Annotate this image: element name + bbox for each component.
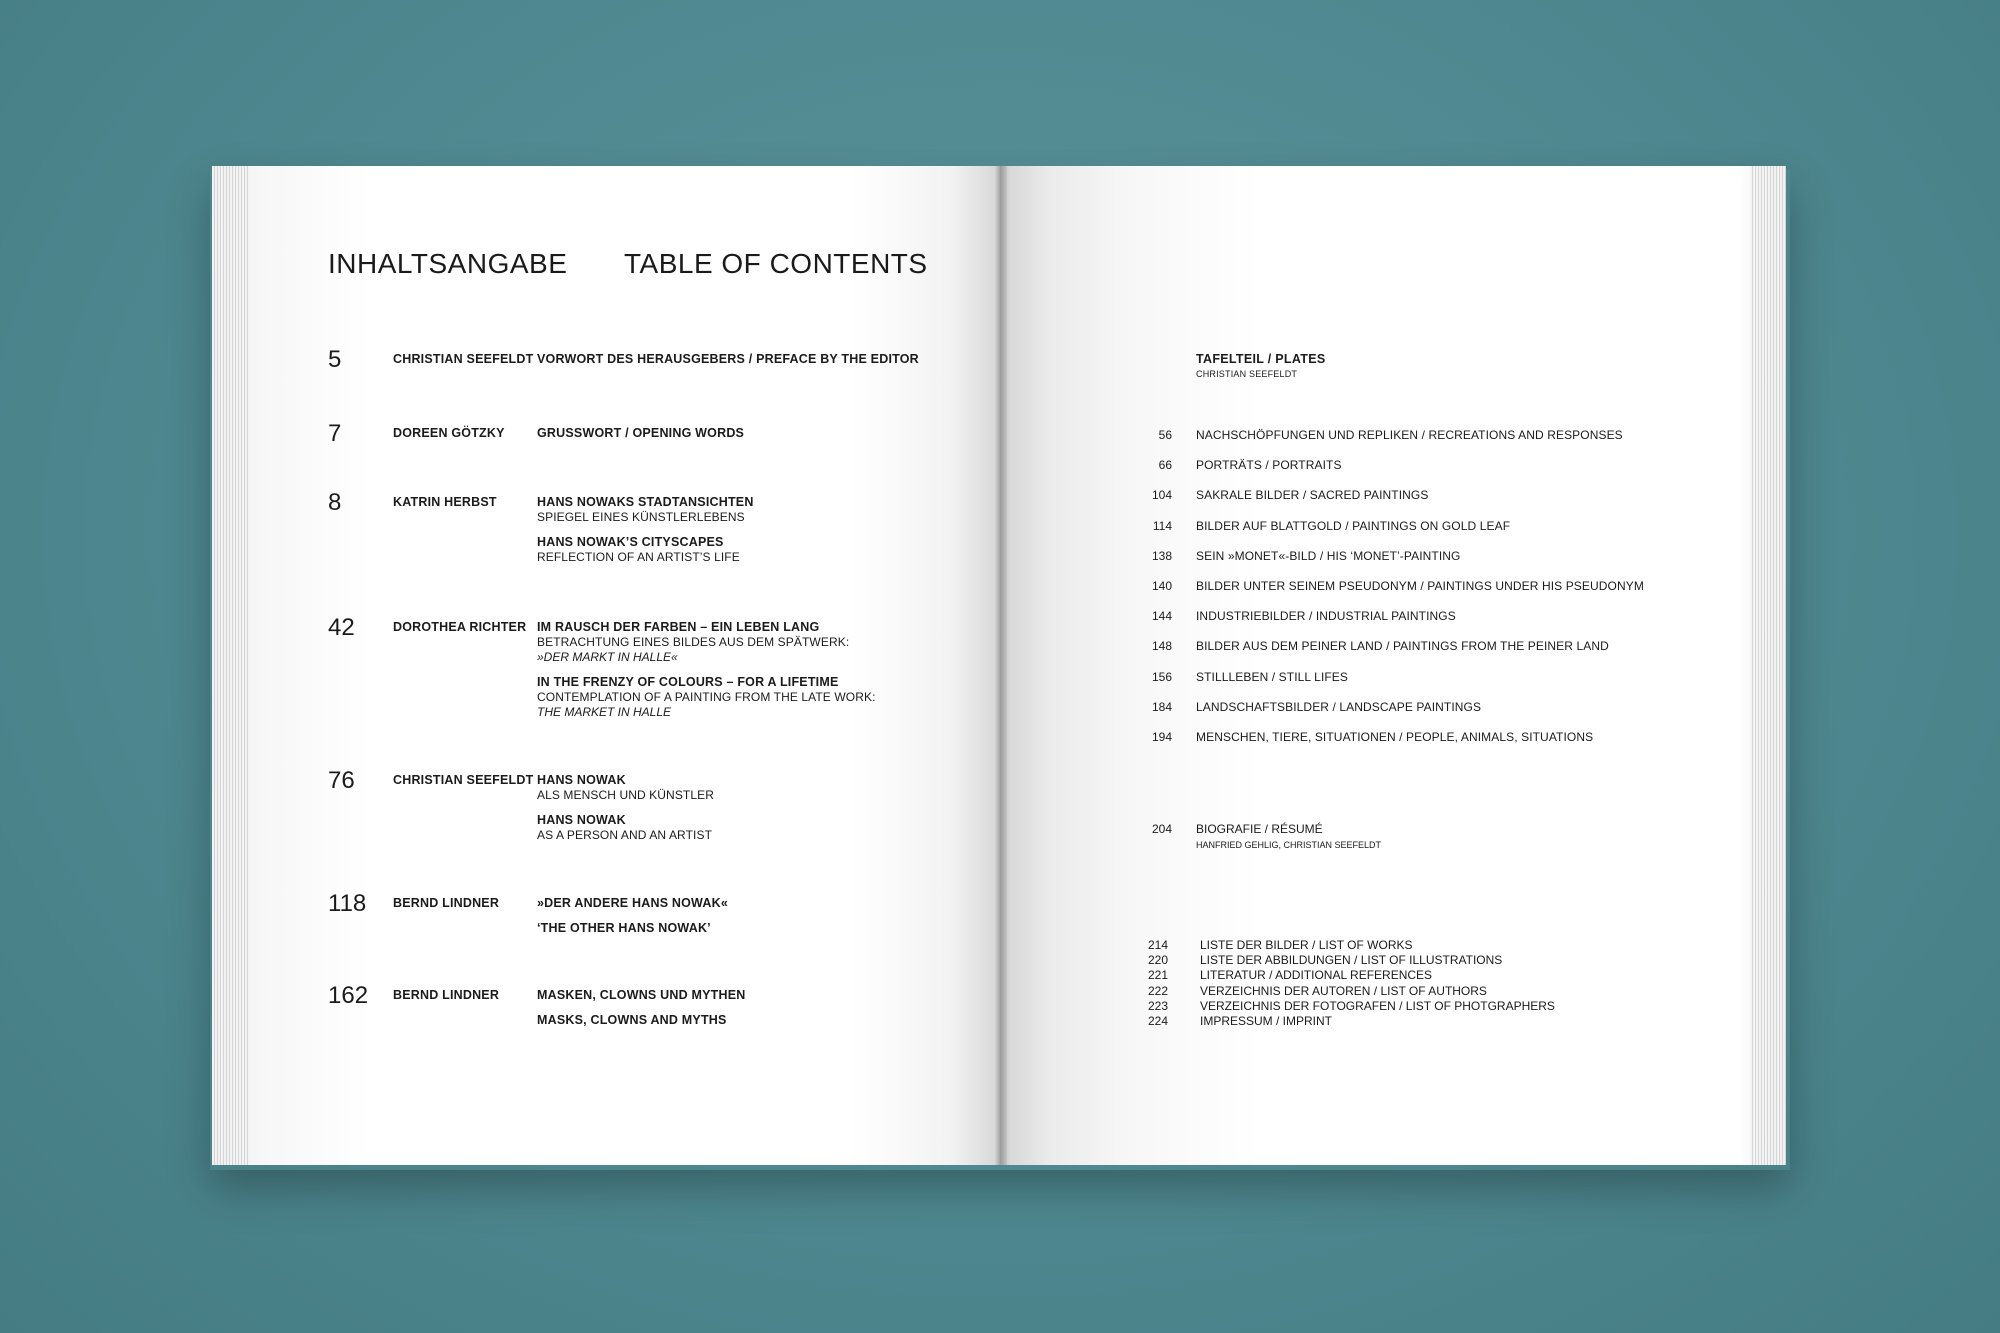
list-item bbox=[1140, 519, 1740, 549]
appendix-title: VERZEICHNIS DER AUTOREN / LIST OF AUTHORS bbox=[1200, 983, 1487, 998]
entry-titles bbox=[537, 896, 957, 946]
entry-page-number: 76 bbox=[328, 767, 355, 794]
plate-title: MENSCHEN, TIERE, SITUATIONEN / PEOPLE, ANIMALS, SITUATIONS bbox=[1196, 729, 1594, 744]
list-item bbox=[1140, 730, 1740, 760]
entry-subtitle: REFLECTION OF AN ARTIST’S LIFE bbox=[537, 550, 740, 564]
entry-artwork-title: »DER MARKT IN HALLE« bbox=[537, 650, 678, 664]
biography-authors: HANFRIED GEHLIG, CHRISTIAN SEEFELDT bbox=[1196, 840, 1382, 850]
entry-titles bbox=[537, 426, 957, 451]
appendix-page-number: 221 bbox=[1148, 968, 1169, 983]
entry-subtitle: ALS MENSCH UND KÜNSTLER bbox=[537, 788, 714, 802]
entry-author: DOREEN GÖTZKY bbox=[393, 426, 505, 440]
entry-author: CHRISTIAN SEEFELDT bbox=[393, 773, 534, 787]
plate-page-number: 104 bbox=[1151, 488, 1172, 503]
entry-subtitle: BETRACHTUNG EINES BILDES AUS DEM SPÄTWERK: bbox=[537, 635, 850, 649]
list-item bbox=[1140, 700, 1740, 730]
plate-title: BILDER AUS DEM PEINER LAND / PAINTINGS FROM THE PEINER LAND bbox=[1196, 639, 1609, 654]
appendix-title: IMPRESSUM / IMPRINT bbox=[1200, 1013, 1333, 1028]
plate-page-number: 148 bbox=[1151, 639, 1172, 654]
entry-title: MASKEN, CLOWNS UND MYTHEN bbox=[537, 988, 746, 1002]
plate-page-number: 144 bbox=[1151, 609, 1172, 624]
plate-title: INDUSTRIEBILDER / INDUSTRIAL PAINTINGS bbox=[1196, 609, 1456, 624]
appendix-title: LISTE DER ABBILDUNGEN / LIST OF ILLUSTRATIONS bbox=[1200, 953, 1503, 968]
entry-titles bbox=[537, 988, 957, 1038]
entry-page-number: 162 bbox=[328, 982, 369, 1009]
entry-subtitle: AS A PERSON AND AN ARTIST bbox=[537, 828, 713, 842]
appendix-title: LISTE DER BILDER / LIST OF WORKS bbox=[1200, 938, 1413, 952]
entry-page-number: 5 bbox=[328, 346, 342, 373]
appendix-page-number: 223 bbox=[1148, 998, 1169, 1013]
entry-subtitle: CONTEMPLATION OF A PAINTING FROM THE LATE WORK: bbox=[537, 690, 876, 704]
right-page-edges bbox=[1750, 166, 1786, 1165]
entry-title: VORWORT DES HERAUSGEBERS / PREFACE BY THE EDITOR bbox=[537, 352, 919, 366]
biography-page-number: 204 bbox=[1151, 822, 1172, 836]
plate-page-number: 138 bbox=[1151, 548, 1172, 563]
entry-title: HANS NOWAK’S CITYSCAPES bbox=[537, 535, 724, 549]
plate-page-number: 140 bbox=[1151, 578, 1172, 593]
entry-titles bbox=[537, 773, 957, 853]
entry-author: BERND LINDNER bbox=[393, 896, 500, 910]
plate-title: BILDER AUF BLATTGOLD / PAINTINGS ON GOLD LEAF bbox=[1196, 518, 1511, 533]
plate-page-number: 56 bbox=[1158, 428, 1172, 442]
biography-title: BIOGRAFIE / RÉSUMÉ bbox=[1196, 822, 1323, 836]
entry-title: IN THE FRENZY OF COLOURS – FOR A LIFETIME bbox=[537, 675, 839, 689]
plate-page-number: 194 bbox=[1151, 729, 1172, 744]
plates-section-header bbox=[1196, 352, 1325, 379]
heading-table-of-contents: TABLE OF CONTENTS bbox=[624, 248, 928, 279]
plate-page-number: 184 bbox=[1151, 699, 1172, 714]
entry-title: ‘THE OTHER HANS NOWAK’ bbox=[537, 921, 711, 935]
list-item bbox=[1140, 428, 1740, 458]
entry-page-number: 8 bbox=[328, 489, 342, 516]
entry-author: CHRISTIAN SEEFELDT bbox=[393, 352, 534, 366]
appendix-page-number: 220 bbox=[1148, 953, 1169, 968]
entry-title: IM RAUSCH DER FARBEN – EIN LEBEN LANG bbox=[537, 620, 820, 634]
entry-title: GRUSSWORT / OPENING WORDS bbox=[537, 426, 745, 440]
list-item bbox=[1140, 549, 1740, 579]
heading-inhaltsangabe: INHALTSANGABE bbox=[328, 248, 568, 279]
list-item bbox=[1140, 458, 1740, 488]
entry-page-number: 118 bbox=[328, 890, 367, 917]
entry-title: MASKS, CLOWNS AND MYTHS bbox=[537, 1013, 727, 1027]
entry-title: HANS NOWAK bbox=[537, 773, 626, 787]
plates-list bbox=[1140, 428, 1740, 760]
plates-title: TAFELTEIL / PLATES bbox=[1196, 352, 1326, 366]
entry-title: »DER ANDERE HANS NOWAK« bbox=[537, 896, 728, 910]
plate-title: LANDSCHAFTSBILDER / LANDSCAPE PAINTINGS bbox=[1196, 699, 1482, 714]
entry-title: HANS NOWAK bbox=[537, 813, 626, 827]
list-item bbox=[1140, 579, 1740, 609]
list-item bbox=[1140, 670, 1740, 700]
left-page-edges bbox=[212, 166, 250, 1165]
entry-author: BERND LINDNER bbox=[393, 988, 500, 1002]
appendix-title: VERZEICHNIS DER FOTOGRAFEN / LIST OF PHOTGRAPHERS bbox=[1200, 998, 1555, 1013]
entry-subtitle: SPIEGEL EINES KÜNSTLERLEBENS bbox=[537, 510, 745, 524]
plate-title: SAKRALE BILDER / SACRED PAINTINGS bbox=[1196, 488, 1429, 503]
entry-artwork-title: THE MARKET IN HALLE bbox=[537, 705, 672, 719]
entry-title: HANS NOWAKS STADTANSICHTEN bbox=[537, 495, 754, 509]
plate-title: SEIN »MONET«-BILD / HIS ‘MONET’-PAINTING bbox=[1196, 548, 1461, 563]
appendix-title: LITERATUR / ADDITIONAL REFERENCES bbox=[1200, 968, 1433, 983]
appendix-page-number: 222 bbox=[1148, 983, 1169, 998]
plate-page-number: 156 bbox=[1151, 669, 1172, 684]
plate-page-number: 66 bbox=[1158, 458, 1172, 473]
list-item bbox=[1140, 639, 1740, 669]
list-item bbox=[1140, 609, 1740, 639]
entry-page-number: 42 bbox=[328, 614, 355, 641]
book-gutter bbox=[995, 166, 1007, 1165]
appendix-page-number: 214 bbox=[1148, 938, 1169, 952]
plate-page-number: 114 bbox=[1152, 518, 1172, 533]
entry-author: KATRIN HERBST bbox=[393, 495, 497, 509]
plate-title: NACHSCHÖPFUNGEN UND REPLIKEN / RECREATIONS AND RESPONSES bbox=[1196, 428, 1623, 442]
plate-title: PORTRÄTS / PORTRAITS bbox=[1196, 458, 1342, 473]
plate-title: BILDER UNTER SEINEM PSEUDONYM / PAINTINGS UNDER HIS PSEUDONYM bbox=[1196, 578, 1644, 593]
entry-titles bbox=[537, 352, 957, 377]
entry-titles bbox=[537, 620, 957, 730]
entry-titles bbox=[537, 495, 957, 575]
entry-page-number: 7 bbox=[328, 420, 342, 447]
entry-author: DOROTHEA RICHTER bbox=[393, 620, 527, 634]
plates-author: CHRISTIAN SEEFELDT bbox=[1196, 369, 1298, 379]
appendix-page-number: 224 bbox=[1148, 1013, 1169, 1028]
plate-title: STILLLEBEN / STILL LIFES bbox=[1196, 669, 1349, 684]
list-item bbox=[1140, 488, 1740, 518]
